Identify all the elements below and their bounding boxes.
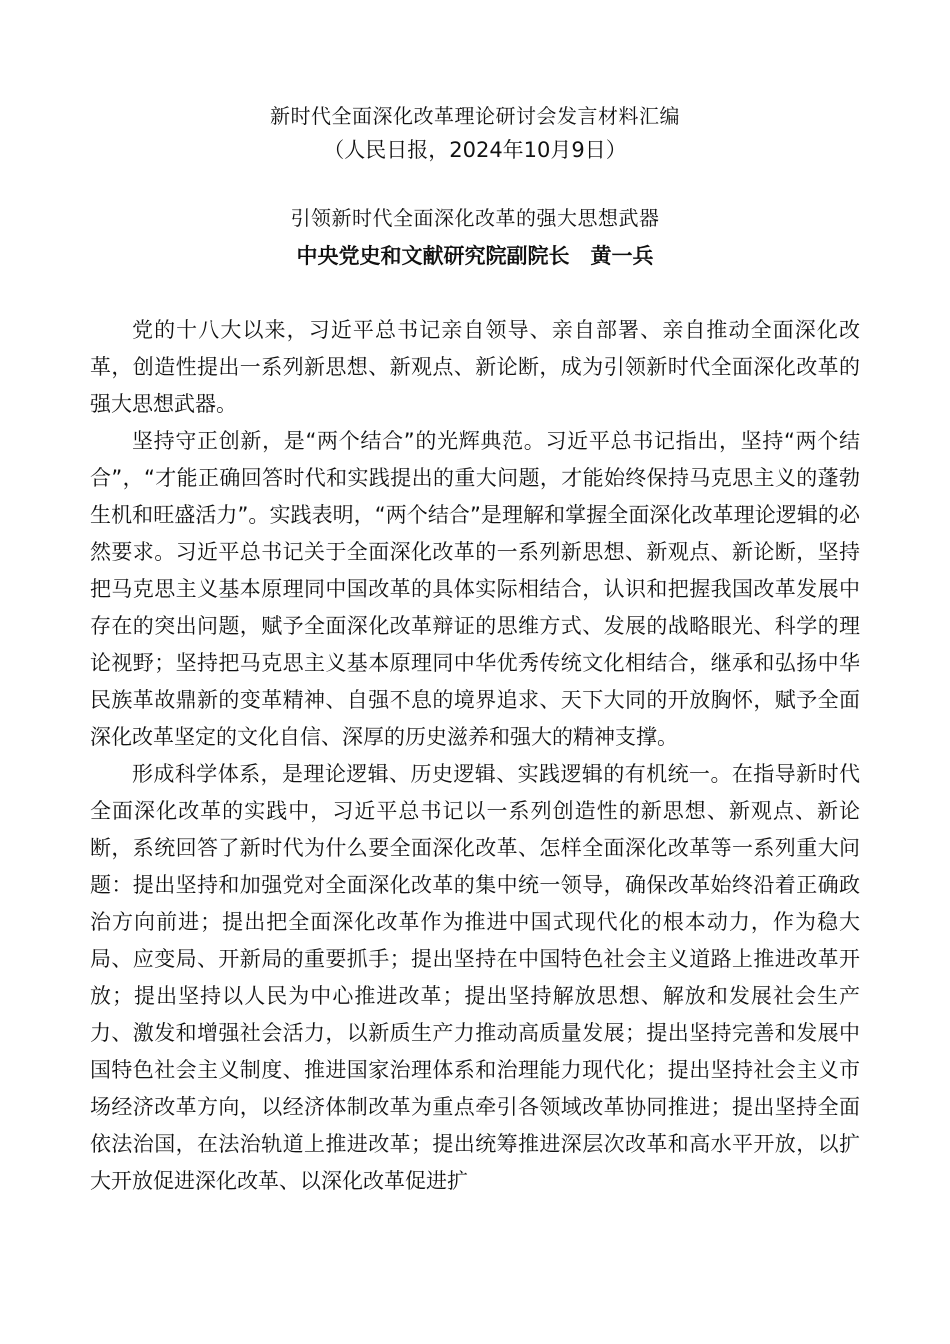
- document-source: （人民日报，2024年10月9日）: [323, 138, 627, 162]
- paragraph: 党的十八大以来，习近平总书记亲自领导、亲自部署、亲自推动全面深化改革，创造性提出一系列新思想、新观点、新论断，成为引领新时代全面深化改革的强大思想武器。: [90, 318, 860, 416]
- document-title: 新时代全面深化改革理论研讨会发言材料汇编: [270, 104, 680, 128]
- article-author: 中央党史和文献研究院副院长 黄一兵: [296, 244, 654, 268]
- paragraph: 坚持守正创新，是“两个结合”的光辉典范。习近平总书记指出，坚持“两个结合”，“才能正确回答时代和实践提出的重大问题，才能始终保持马克思主义的蓬勃生机和旺盛活力”。实践表明，“两个结合”是理解和掌握全面深化改革理论逻辑的必然要求。习近平总书记关于全面深化改革的一系列新思想、新观点、新论断，坚持把马克思主义基本原理同中国改革的具体实际相结合，认识和把握我国改革发展中存在的突出问题，赋予全面深化改革辩证的思维方式、发展的战略眼光、科学的理论视野；坚持把马克思主义基本原理同中华优秀传统文化相结合，继承和弘扬中华民族革故鼎新的变革精神、自强不息的境界追求、天下大同的开放胸怀，赋予全面深化改革坚定的文化自信、深厚的历史滋养和强大的精神支撑。: [90, 429, 860, 749]
- article-body: [90, 312, 860, 1200]
- paragraph: 形成科学体系，是理论逻辑、历史逻辑、实践逻辑的有机统一。在指导新时代全面深化改革的实践中，习近平总书记以一系列创造性的新思想、新观点、新论断，系统回答了新时代为什么要全面深化改革、怎样全面深化改革等一系列重大问题：提出坚持和加强党对全面深化改革的集中统一领导，确保改革始终沿着正确政治方向前进；提出把全面深化改革作为推进中国式现代化的根本动力，作为稳大局、应变局、开新局的重要抓手；提出坚持在中国特色社会主义道路上推进改革开放；提出坚持以人民为中心推进改革；提出坚持解放思想、解放和发展社会生产力、激发和增强社会活力，以新质生产力推动高质量发展；提出坚持完善和发展中国特色社会主义制度、推进国家治理体系和治理能力现代化；提出坚持社会主义市场经济改革方向，以经济体制改革为重点牵引各领域改革协同推进；提出坚持全面依法治国，在法治轨道上推进改革；提出统筹推进深层次改革和高水平开放，以扩大开放促进深化改革、以深化改革促进扩: [90, 762, 860, 1193]
- article-title: 引领新时代全面深化改革的强大思想武器: [290, 206, 660, 230]
